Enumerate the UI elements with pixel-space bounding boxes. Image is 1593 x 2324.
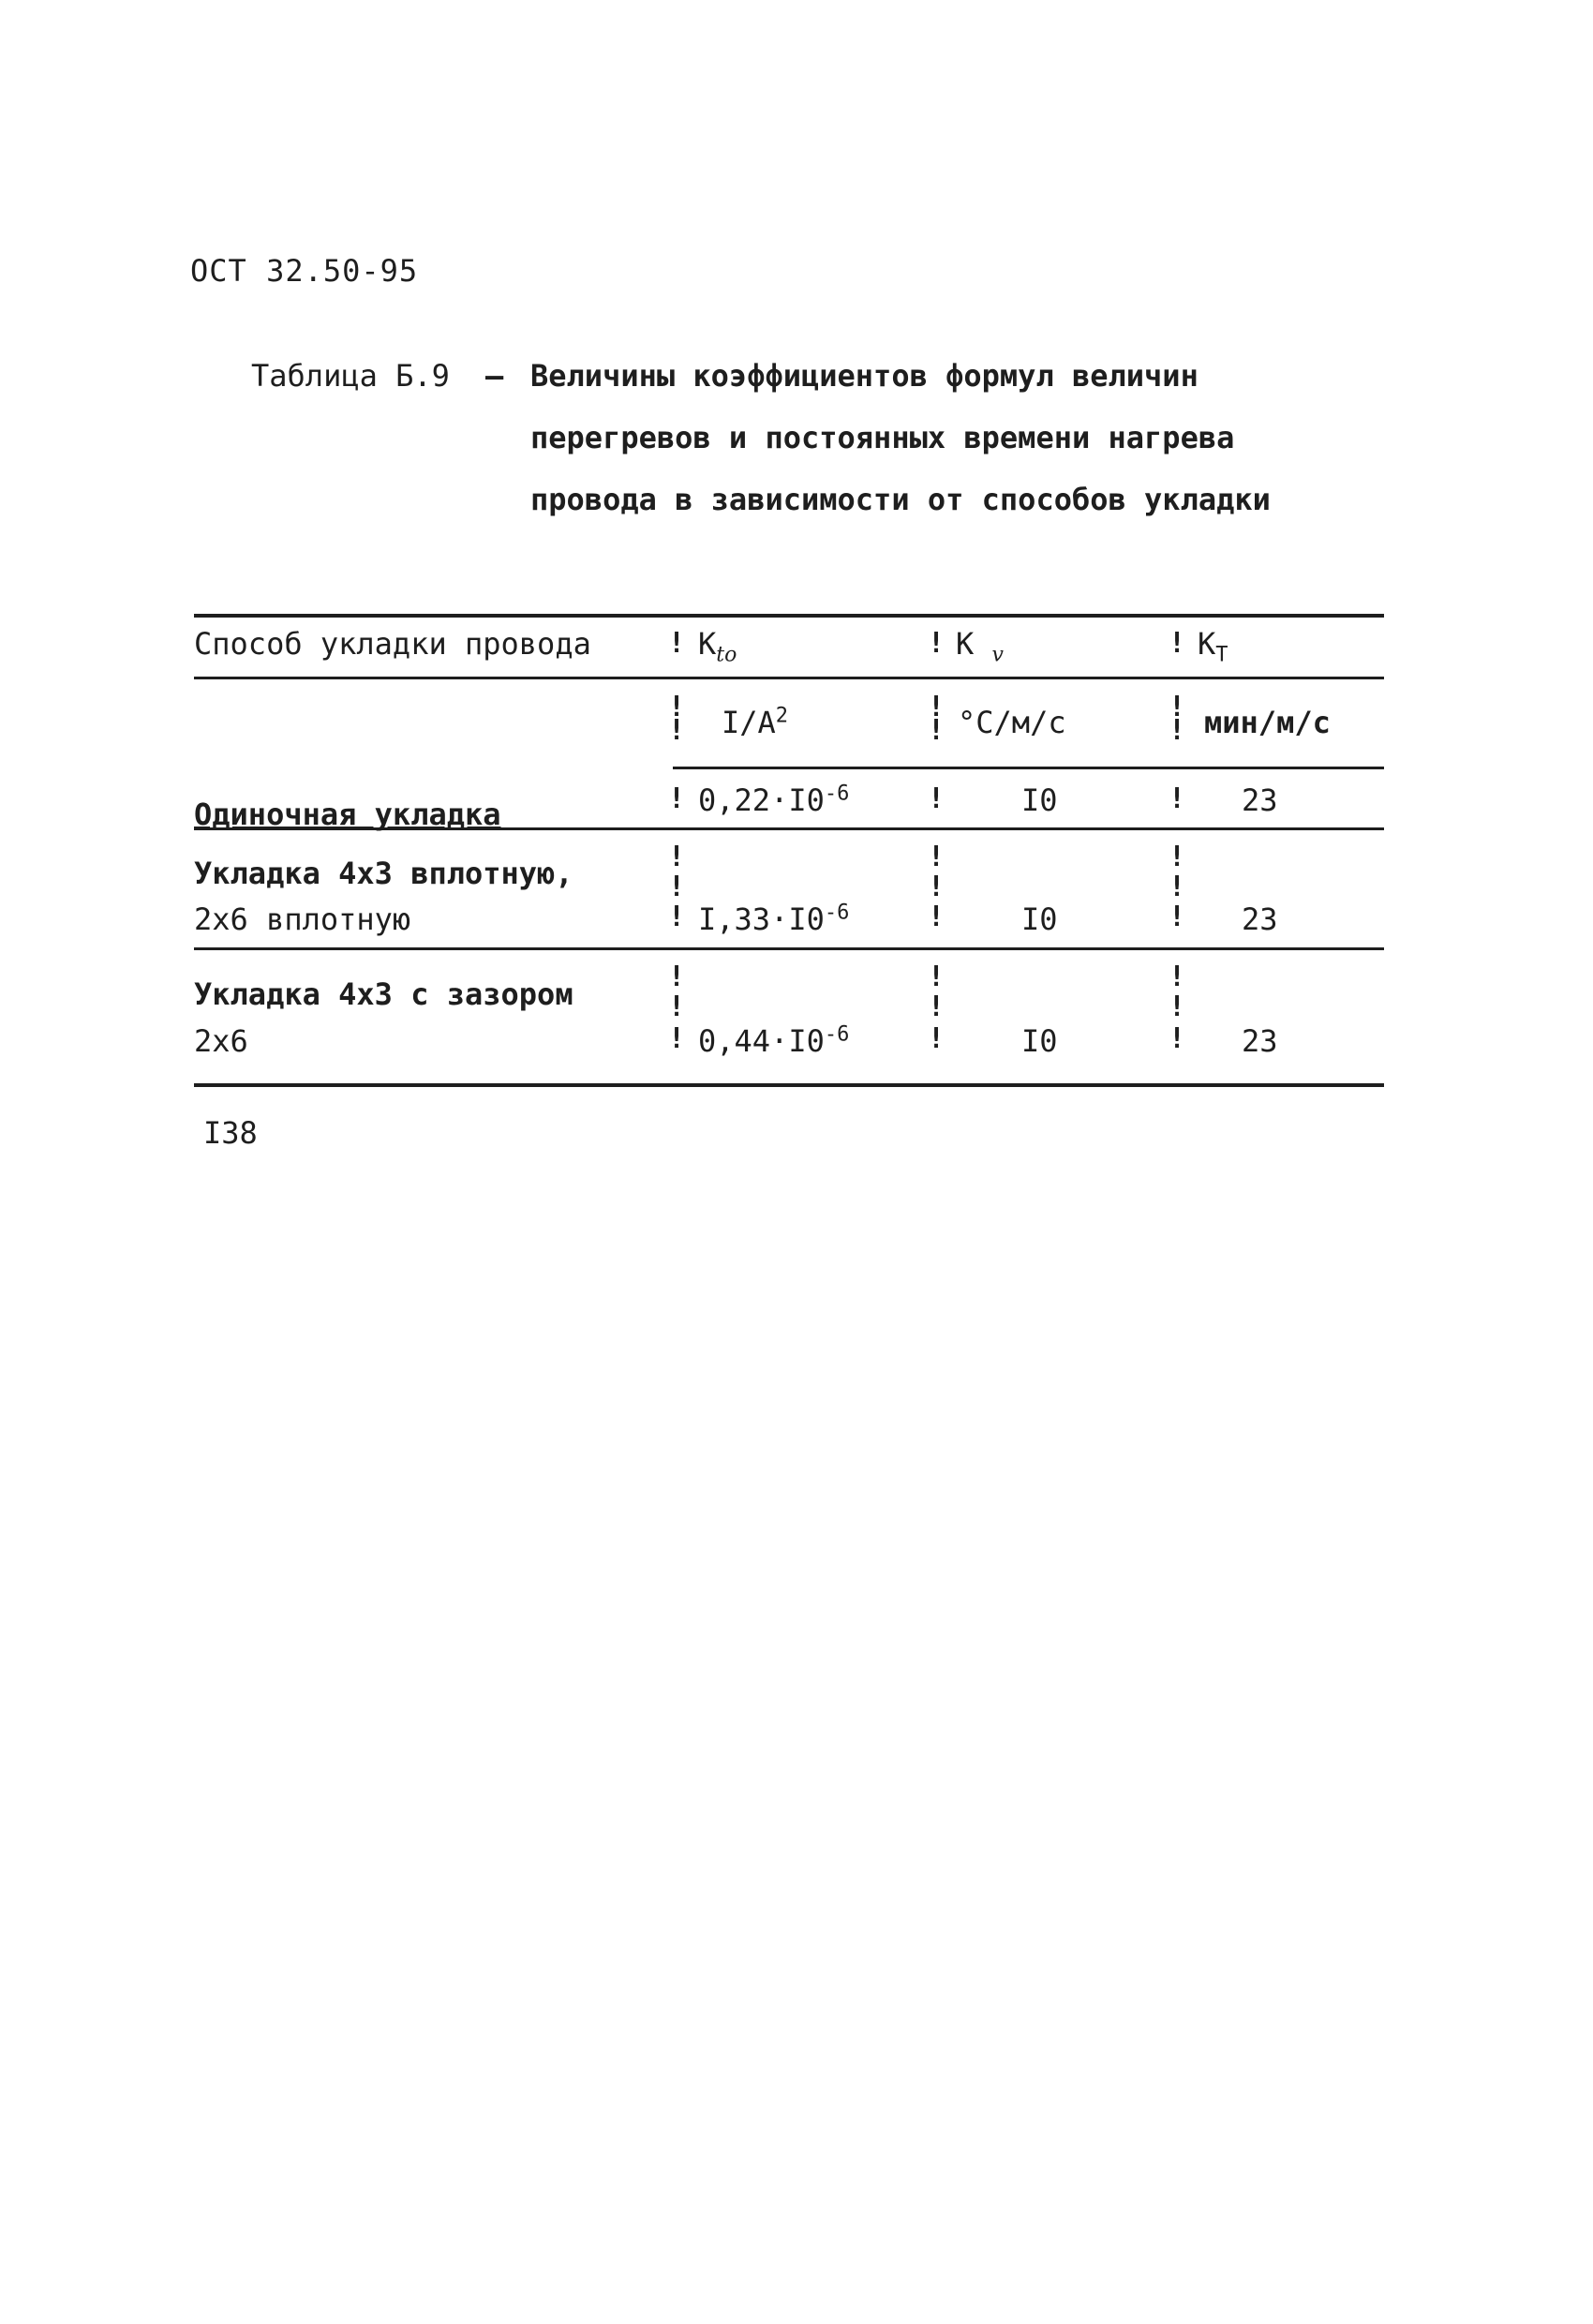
- caption-label: Таблица Б.9: [251, 358, 450, 394]
- row-method-line-2: 2x6: [194, 1023, 248, 1059]
- column-separator: !: [1169, 1022, 1186, 1055]
- row-k-t: 23: [1242, 782, 1278, 818]
- column-separator: !: [928, 961, 945, 993]
- row-method-line-2: 2x6 вплотную: [194, 901, 411, 937]
- column-separator: !: [928, 871, 945, 903]
- row-2-bottom-rule: [194, 947, 1384, 950]
- column-separator: !: [1169, 991, 1186, 1023]
- column-separator: !: [928, 1022, 945, 1055]
- header-k-t: $K_T$: [1198, 626, 1228, 667]
- column-separator: !: [668, 691, 686, 723]
- column-separator: !: [668, 1022, 686, 1055]
- column-separator: !: [668, 991, 686, 1023]
- unit-k-v: °C/м/с: [958, 705, 1066, 740]
- row-method-line-1: Укладка 4x3 с зазором: [194, 976, 573, 1012]
- row-k-to: $0,44\cdot I0^{-6}$: [698, 1022, 850, 1059]
- column-separator: !: [1169, 841, 1186, 873]
- units-bottom-rule: [673, 767, 1384, 769]
- unit-k-t: мин/м/с: [1204, 705, 1331, 740]
- table-top-rule: [194, 614, 1384, 618]
- document-code: ОСТ 32.50-95: [190, 253, 419, 289]
- row-method: Одиночная укладка: [194, 797, 501, 832]
- row-k-t: 23: [1242, 1023, 1278, 1059]
- header-k-to: $K_{to}$: [698, 626, 737, 667]
- header-method: Способ укладки провода: [194, 626, 591, 662]
- table-bottom-rule: [194, 1083, 1384, 1087]
- column-separator: !: [928, 901, 945, 933]
- column-separator: !: [928, 691, 945, 723]
- row-k-t: 23: [1242, 901, 1278, 937]
- column-separator: !: [928, 991, 945, 1023]
- page-number: I38: [203, 1115, 258, 1151]
- row-k-to: $I,33\cdot I0^{-6}$: [698, 901, 850, 937]
- column-separator: !: [928, 782, 945, 815]
- row-k-v: I0: [1021, 901, 1058, 937]
- column-separator: !: [668, 714, 686, 747]
- caption-dash: –: [485, 358, 504, 394]
- column-separator: !: [1169, 627, 1186, 660]
- column-separator: !: [668, 871, 686, 903]
- row-k-v: I0: [1021, 782, 1058, 818]
- column-separator: !: [1169, 714, 1186, 747]
- header-bottom-rule: [194, 677, 1384, 679]
- caption-line-3: провода в зависимости от способов укладки: [530, 482, 1271, 517]
- column-separator: !: [1169, 691, 1186, 723]
- column-separator: !: [928, 841, 945, 873]
- header-k-v: K $_v$: [956, 626, 1004, 667]
- column-separator: !: [668, 901, 686, 933]
- column-separator: !: [668, 961, 686, 993]
- caption-line-2: перегревов и постоянных времени нагрева: [530, 420, 1235, 455]
- column-separator: !: [1169, 782, 1186, 815]
- column-separator: !: [1169, 961, 1186, 993]
- column-separator: !: [1169, 871, 1186, 903]
- column-separator: !: [668, 627, 686, 660]
- column-separator: !: [1169, 901, 1186, 933]
- column-separator: !: [928, 714, 945, 747]
- row-k-v: I0: [1021, 1023, 1058, 1059]
- row-method-line-1: Укладка 4x3 вплотную,: [194, 856, 573, 891]
- caption-line-1: Величины коэффициентов формул величин: [530, 358, 1198, 394]
- column-separator: !: [668, 782, 686, 815]
- column-separator: !: [668, 841, 686, 873]
- column-separator: !: [928, 627, 945, 660]
- unit-k-to: $I/A^2$: [722, 704, 789, 740]
- row-k-to: $0,22\cdot I0^{-6}$: [698, 782, 850, 818]
